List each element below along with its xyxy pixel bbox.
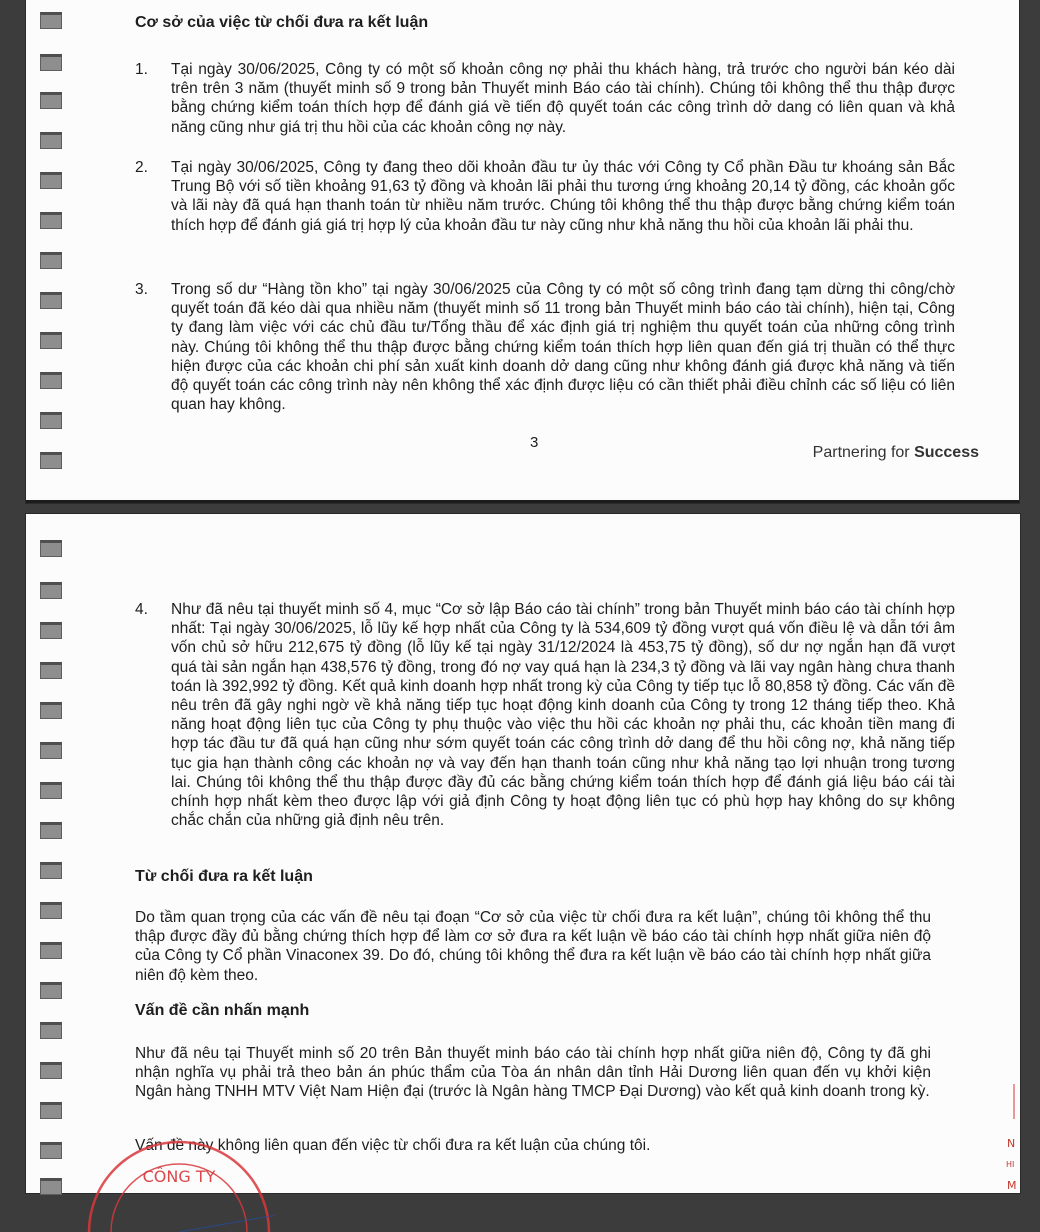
list-item-text: Như đã nêu tại thuyết minh số 4, mục “Cơ sở lập Báo cáo tài chính” trong bản Thuyết minh báo cáo tài chính hợp nhất: Tại ngày 30/06/2025, lỗ lũy kế hợp nhất của Công ty là 534,609 tỷ đồng vượt quá vốn điều lệ và dẫn tới âm vốn chủ sở hữu 212,675 tỷ đồng (lỗ lũy kế tại ngày 31/12/2024 là 453,75 tỷ đồng), số dư nợ ngắn hạn đã vượt quá tài sản ngắn hạn 438,576 tỷ đồng, trong đó nợ vay quá hạn là 234,3 tỷ đồng và lãi vay ngân hàng chưa thanh toán là 392,992 tỷ đồng. Kết quả kinh doanh hợp nhất trong kỳ của Công ty tiếp tục lỗ 80,858 tỷ đồng. Các vấn đề nêu trên đã gây nghi ngờ về khả năng tiếp tục hoạt động kinh doanh của Công ty trong 12 tháng tiếp theo. Khả năng hoạt động liên tục của Công ty phụ thuộc vào việc thu hồi các khoản nợ phải thu, các khoản tiền mang đi hợp tác đầu tư đã quá hạn cũng như sớm quyết toán các công trình dở dang để thu hồi công nợ, khả năng tiếp tục gia hạn thành công các khoản nợ và vay đến hạn thanh toán cũng như khả năng tạo lợi nhuận trong tương lai. Chúng tôi không thể thu thập được đầy đủ các bằng chứng kiểm toán thích hợp để đánh giá liệu báo cái tài chính hợp nhất kèm theo được lập với giả định Công ty hoạt động liên tục có phù hợp hay không do sự không chắc chắn của những giả định nêu trên. xyxy=(171,601,955,830)
binding-hole xyxy=(40,1142,62,1159)
binding-hole xyxy=(40,372,62,389)
binding-hole xyxy=(40,622,62,639)
binding-hole xyxy=(40,1178,62,1195)
list-item-text: Trong số dư “Hàng tồn kho” tại ngày 30/06/2025 của Công ty có một số công trình đang tạm dừng thi công/chờ quyết toán đã kéo dài qua nhiều năm (thuyết minh số 11 trong bản Thuyết minh báo cáo tài chính), hiện tại, Công ty đang làm việc với các chủ đầu tư/Tổng thầu để xác định giá trị nghiệm thu quyết toán của những công trình này. Chúng tôi không thể thu thập được bằng chứng kiểm toán thích hợp liên quan đến giá trị thuần có thể thực hiện được của các khoản chi phí sản xuất kinh doanh dở dang cũng như không đánh giá được khả năng và tiến độ quyết toán các công trình này nên không thể xác định được liệu có cần thiết phải điều chỉnh các số liệu có liên quan hay không. xyxy=(171,281,955,414)
stamp-company-text: CÔNG TY xyxy=(142,1167,216,1186)
margin-letter: HI xyxy=(1006,1160,1015,1169)
section-heading-disclaimer: Từ chối đưa ra kết luận xyxy=(135,868,313,885)
list-item-4 xyxy=(135,600,955,850)
footer-slogan-prefix: Partnering for xyxy=(812,444,915,461)
list-item-1 xyxy=(135,60,955,140)
footer-slogan xyxy=(813,444,979,462)
footer-slogan-bold: Success xyxy=(914,444,979,461)
binding-hole xyxy=(40,902,62,919)
binding-hole xyxy=(40,132,62,149)
paragraph-disclaimer: Do tầm quan trọng của các vấn đề nêu tại đoạn “Cơ sở của việc từ chối đưa ra kết luận”, chúng tôi không thể thu thập được đầy đủ bằng chứng thích hợp để làm cơ sở đưa ra kết luận về báo cáo tài chính hợp nhất giữa niên độ của Công ty Cổ phần Vinaconex 39. Do đó, chúng tôi không thể đưa ra kết luận về báo cáo tài chính hợp nhất giữa niên độ kèm theo. xyxy=(135,909,931,984)
document-page-2 xyxy=(26,514,1020,1193)
page-number: 3 xyxy=(530,434,539,451)
list-item-number: 3. xyxy=(135,281,148,298)
section-heading-basis: Cơ sở của việc từ chối đưa ra kết luận xyxy=(135,14,429,31)
binding-hole xyxy=(40,1022,62,1039)
list-item-text: Tại ngày 30/06/2025, Công ty đang theo dõi khoản đầu tư ủy thác với Công ty Cổ phần Đầu tư khoáng sản Bắc Trung Bộ với số tiền khoảng 91,63 tỷ đồng và khoản lãi phải thu tương ứng khoảng 20,14 tỷ đồng, các khoản gốc và lãi này đã quá hạn thanh toán từ nhiều năm trước. Chúng tôi không thể thu thập được bằng chứng kiểm toán thích hợp để đánh giá giá trị hợp lý của khoản đầu tư này cũng như khả năng thu hồi của khoản lãi phải thu. xyxy=(171,159,955,234)
paragraph-emphasis: Như đã nêu tại Thuyết minh số 20 trên Bản thuyết minh báo cáo tài chính hợp nhất giữa niên độ, Công ty đã ghi nhận nghĩa vụ phải trả theo bản án phúc thẩm của Tòa án nhân dân tỉnh Hải Dương liên quan đến vụ khởi kiện Ngân hàng TNHH MTV Việt Nam Hiện đại (trước là Ngân hàng TMCP Đại Dương) vào kết quả kinh doanh trong kỳ. xyxy=(135,1045,931,1101)
margin-stamp-fragment xyxy=(1006,1079,1020,1193)
company-seal-stamp xyxy=(84,1112,274,1232)
list-item-number: 4. xyxy=(135,601,148,618)
binding-hole xyxy=(40,452,62,469)
binding-hole xyxy=(40,782,62,799)
binding-hole xyxy=(40,412,62,429)
list-item-3 xyxy=(135,280,955,420)
binding-hole xyxy=(40,54,62,71)
section-heading-emphasis: Vấn đề cần nhấn mạnh xyxy=(135,1002,310,1019)
binding-hole xyxy=(40,92,62,109)
binding-hole xyxy=(40,942,62,959)
binding-hole xyxy=(40,12,62,29)
binding-hole xyxy=(40,822,62,839)
paragraph-final: Vấn đề này không liên quan đến việc từ chối đưa ra kết luận của chúng tôi. xyxy=(135,1137,651,1154)
binding-hole xyxy=(40,1062,62,1079)
binding-hole xyxy=(40,582,62,599)
binding-hole xyxy=(40,540,62,557)
binding-hole xyxy=(40,742,62,759)
binding-hole xyxy=(40,702,62,719)
list-item-text: Tại ngày 30/06/2025, Công ty có một số khoản công nợ phải thu khách hàng, trả trước cho người bán kéo dài trên trên 3 năm (thuyết minh số 9 trong bản Thuyết minh Báo cáo tài chính). Chúng tôi không thể thu thập được bằng chứng kiểm toán thích hợp để đánh giá về tiến độ quyết toán các công trình dở dang có liên quan và khả năng cũng như giá trị thu hồi của các khoản công nợ này. xyxy=(171,61,955,136)
binding-hole xyxy=(40,662,62,679)
list-item-number: 1. xyxy=(135,61,148,78)
list-item-number: 2. xyxy=(135,159,148,176)
document-page-1 xyxy=(26,0,1019,503)
binding-hole xyxy=(40,1102,62,1119)
binding-hole xyxy=(40,292,62,309)
binding-hole xyxy=(40,172,62,189)
list-item-2 xyxy=(135,158,955,258)
binding-hole xyxy=(40,212,62,229)
binding-hole xyxy=(40,982,62,999)
margin-letter: N xyxy=(1007,1137,1016,1150)
binding-hole xyxy=(40,862,62,879)
binding-hole xyxy=(40,332,62,349)
binding-hole xyxy=(40,252,62,269)
margin-letter: M xyxy=(1007,1179,1017,1192)
